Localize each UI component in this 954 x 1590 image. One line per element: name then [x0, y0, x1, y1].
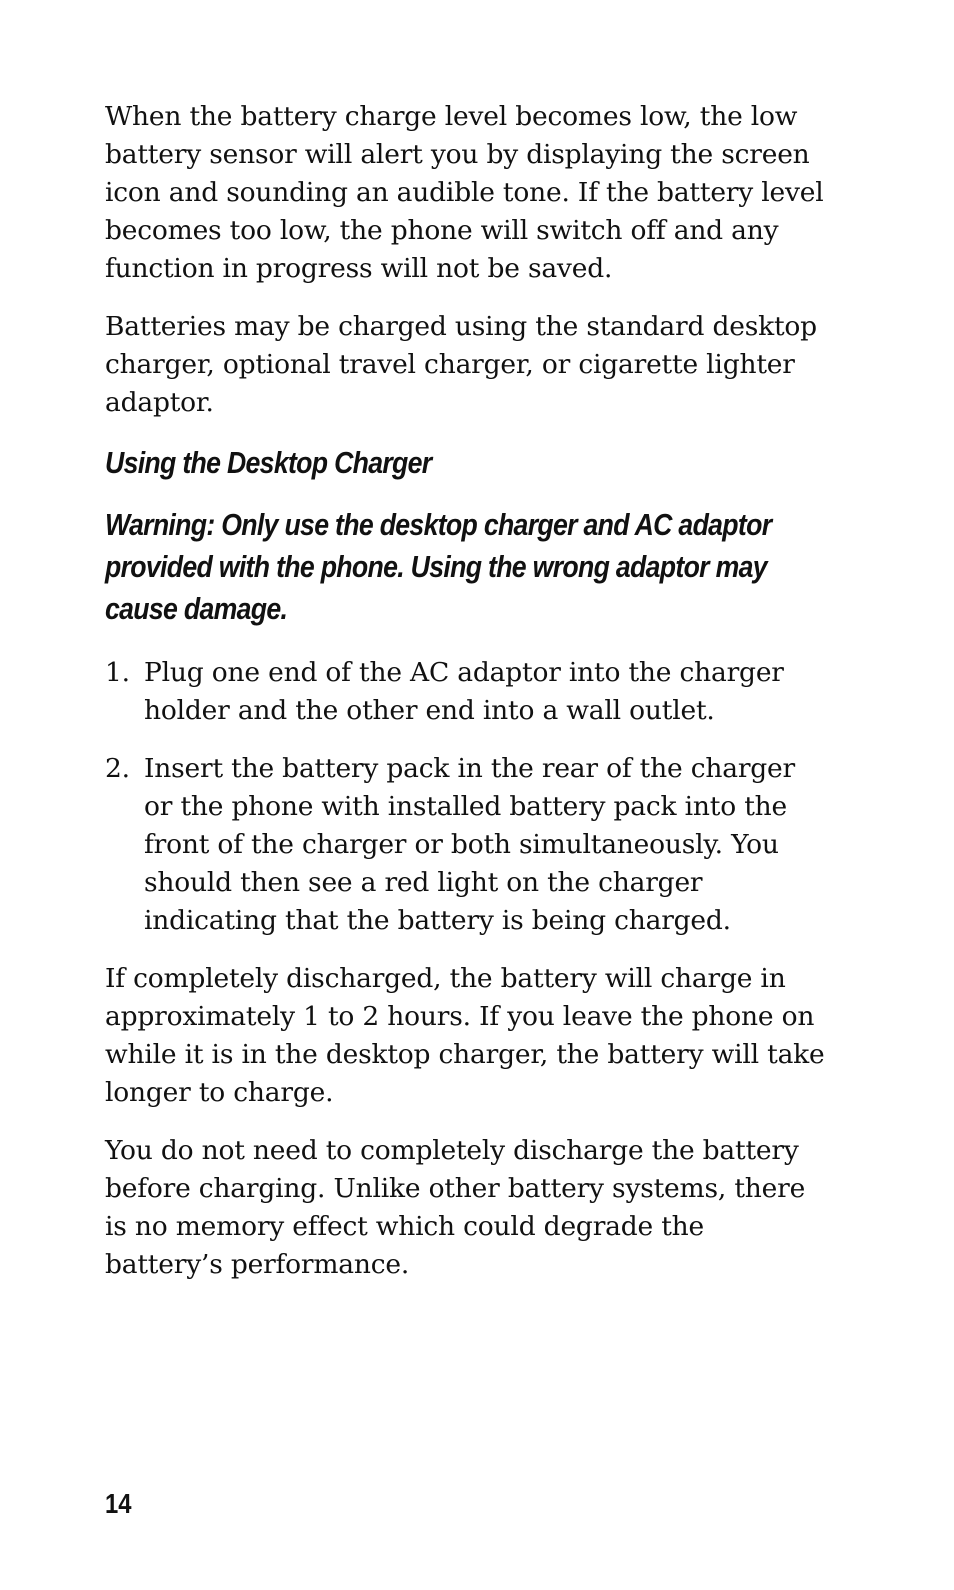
charge-time-paragraph: If completely discharged, the battery will charge in approximately 1 to 2 hours. If you leave the phone on while it is in the desktop charger, the battery will take longer to charge. — [105, 963, 825, 1108]
intro-low-battery-paragraph: When the battery charge level becomes low, the low battery sensor will alert you by displaying the screen icon and sounding an audible tone. If the battery level becomes too low, the phone will switch off and any function in progress will not be saved. — [105, 101, 824, 284]
page-number: 14 — [105, 1488, 132, 1519]
page-content — [105, 98, 825, 1304]
list-item — [105, 654, 825, 730]
list-item — [105, 750, 825, 940]
section-heading: Using the Desktop Charger — [105, 445, 432, 480]
warning-text: Warning: Only use the desktop charger and AC adaptor provided with the phone. Using the wrong adaptor may cause damage. — [105, 507, 772, 626]
step-text: Plug one end of the AC adaptor into the charger holder and the other end into a wall outlet. — [144, 657, 784, 726]
steps-list — [105, 654, 825, 940]
charging-options-paragraph: Batteries may be charged using the standard desktop charger, optional travel charger, or cigarette lighter adaptor. — [105, 311, 817, 418]
step-text: Insert the battery pack in the rear of the charger or the phone with installed battery pack into the front of the charger or both simultaneously. You should then see a red light on the charger indicating that the battery is being charged. — [144, 753, 795, 936]
step-number: 2. — [105, 753, 130, 784]
memory-effect-paragraph: You do not need to completely discharge the battery before charging. Unlike other battery systems, there is no memory effect which could degrade the battery’s performance. — [105, 1135, 806, 1280]
step-number: 1. — [105, 657, 130, 688]
